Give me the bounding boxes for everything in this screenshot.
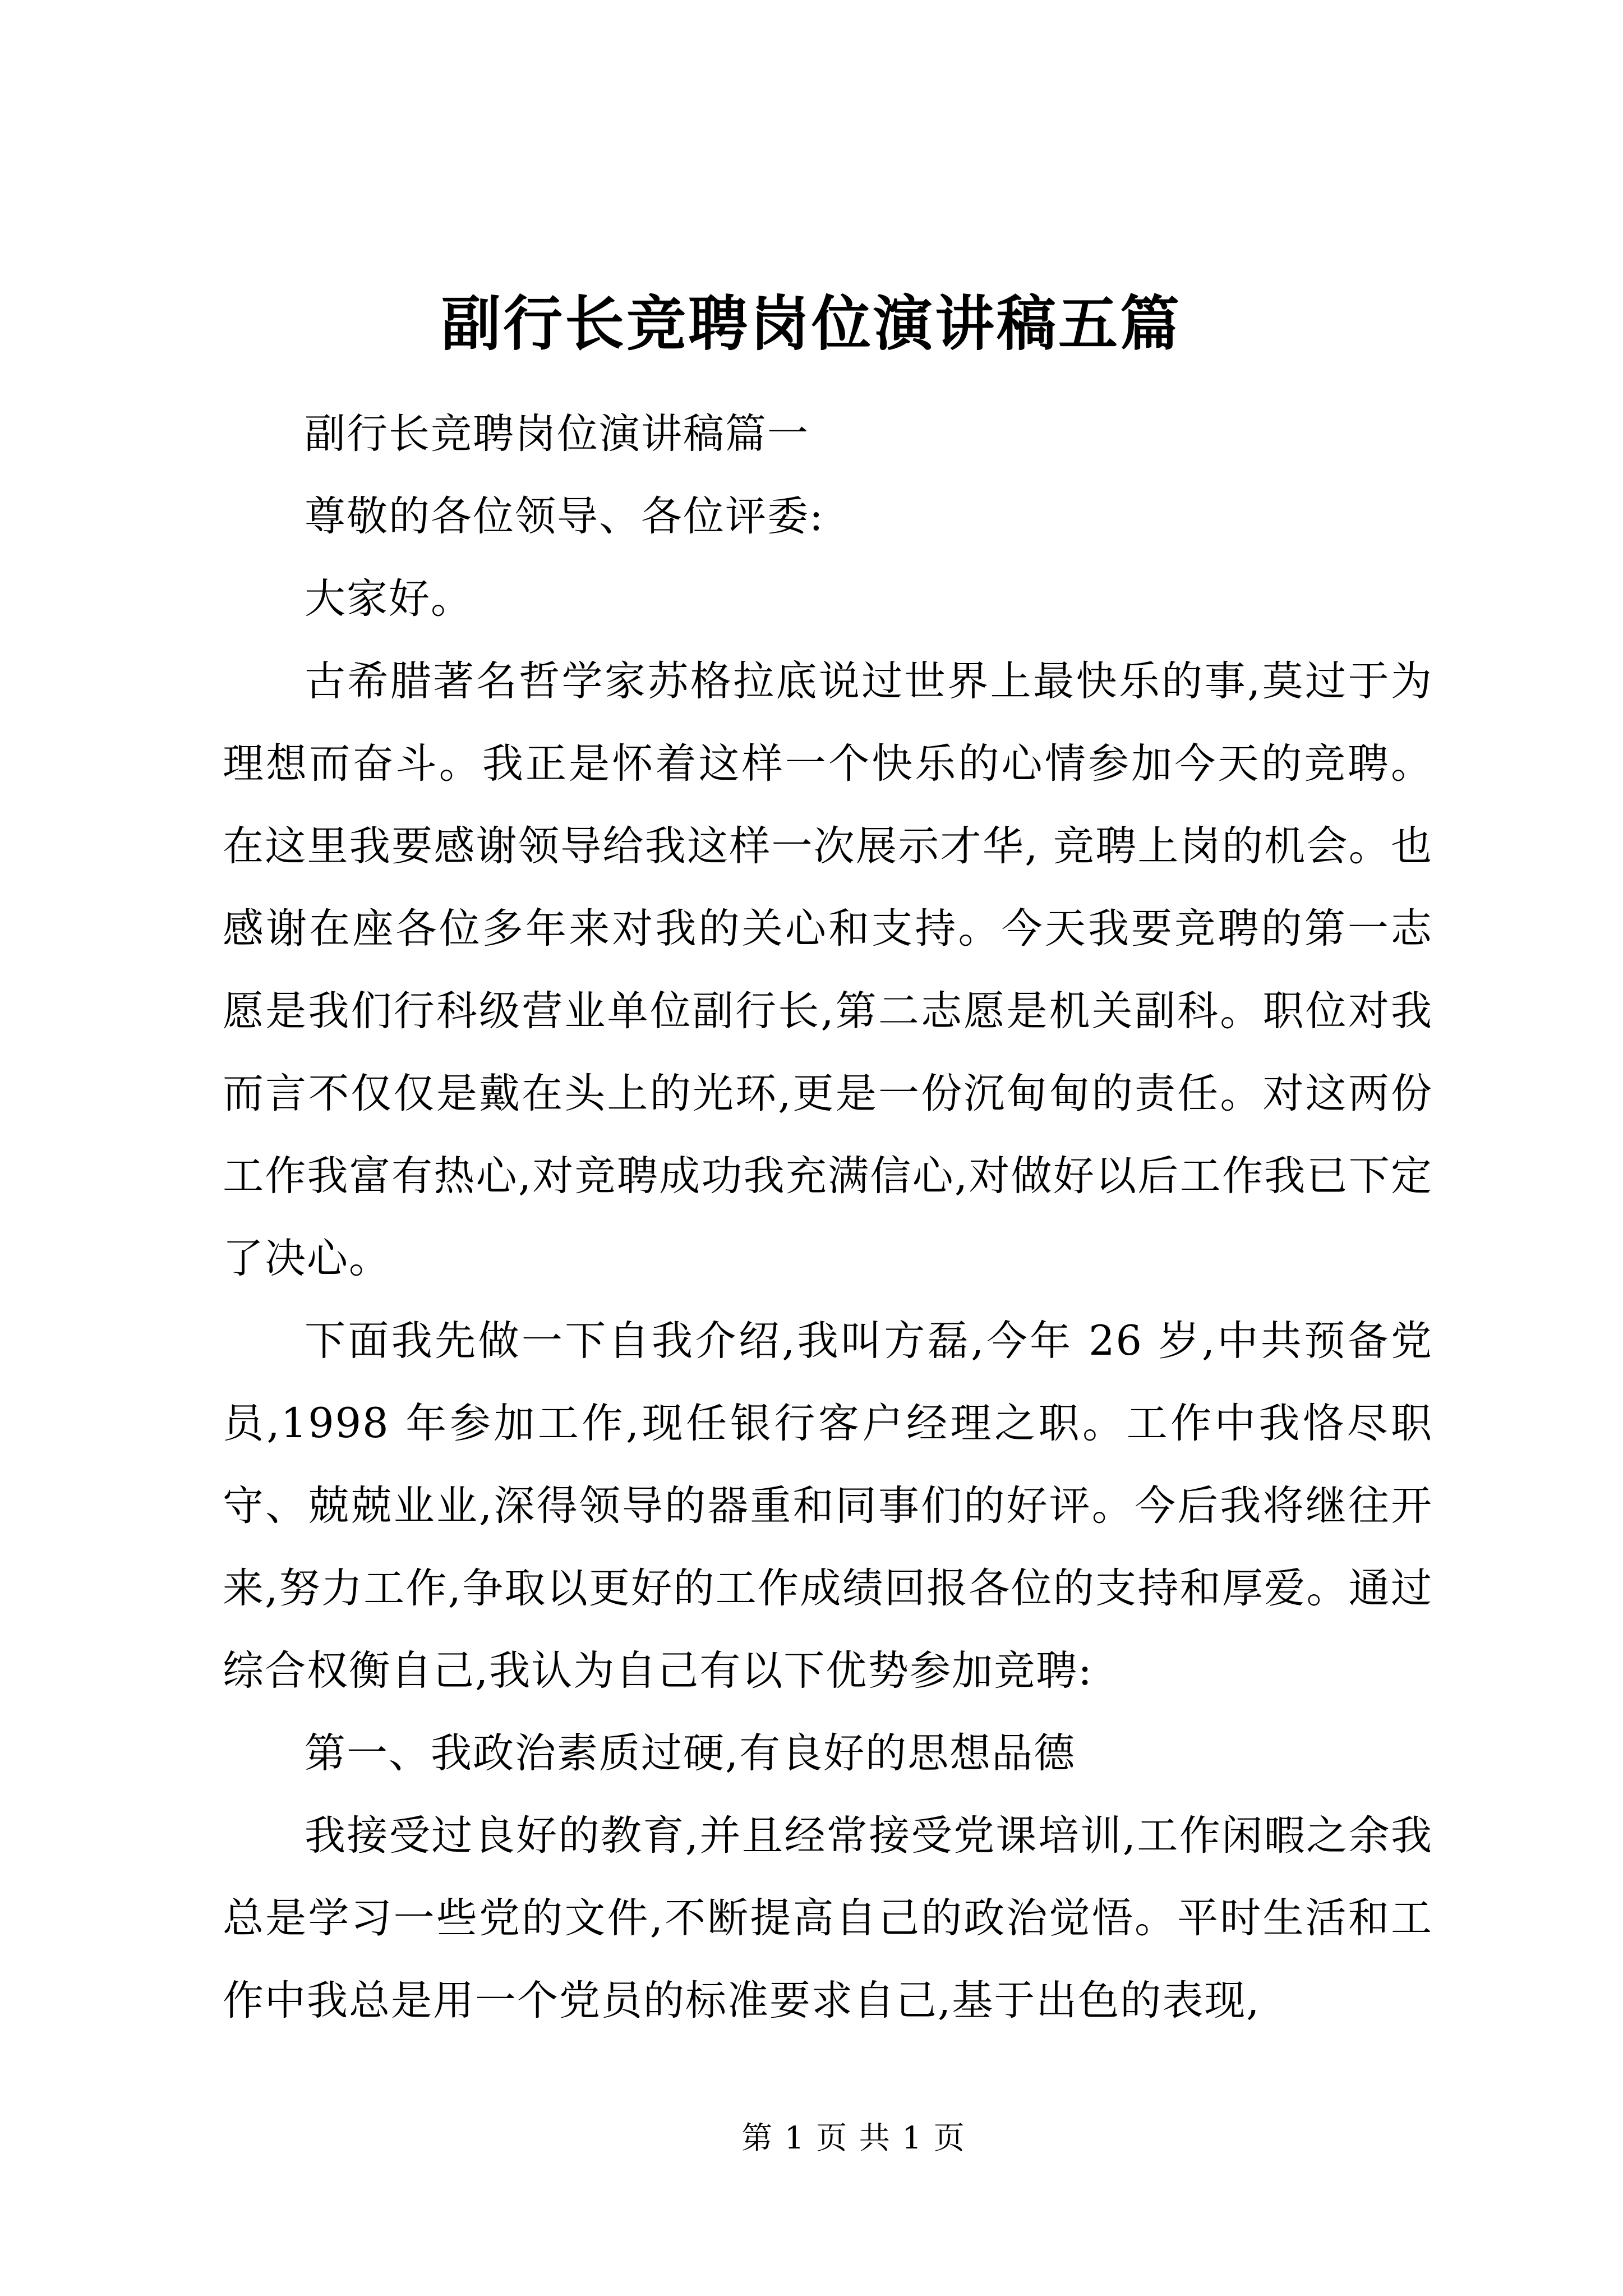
paragraph-advantage-detail: 我接受过良好的教育,并且经常接受党课培训,工作闲暇之余我总是学习一些党的文件,不断提高自己的政治觉悟。平时生活和工作中我总是用一个党员的标准要求自己,基于出色的表现, [223, 1812, 1433, 2024]
paragraph-self-introduction: 下面我先做一下自我介绍,我叫方磊,今年 26 岁,中共预备党员,1998 年参加工作,现任银行客户经理之职。工作中我恪尽职守、兢兢业业,深得领导的器重和同事们的好评。今后我将继往开来,努力工作,争取以更好的工作成绩回报各位的支持和厚爱。通过综合权衡自己,我认为自己有以下优势参加竞聘: [223, 1317, 1433, 1695]
paragraph-greeting: 大家好。 [305, 575, 473, 623]
paragraph-salutation: 尊敬的各位领导、各位评委: [305, 493, 824, 540]
paragraph-heading-part-one: 副行长竞聘岗位演讲稿篇一 [305, 410, 809, 458]
document-body [223, 393, 1433, 2042]
page-footer: 第 1 页 共 1 页 [741, 2120, 966, 2156]
document-title: 副行长竞聘岗位演讲稿五篇 [441, 288, 1182, 358]
paragraph-advantage-heading: 第一、我政治素质过硬,有良好的思想品德 [305, 1729, 1076, 1777]
paragraph-opening: 古希腊著名哲学家苏格拉底说过世界上最快乐的事,莫过于为理想而奋斗。我正是怀着这样一个快乐的心情参加今天的竞聘。在这里我要感谢领导给我这样一次展示才华, 竞聘上岗的机会。也感谢在座各位多年来对我的关心和支持。今天我要竞聘的第一志愿是我们行科级营业单位副行长,第二志愿是机关副科。职位对我而言不仅仅是戴在头上的光环,更是一份沉甸甸的责任。对这两份工作我富有热心,对竞聘成功我充满信心,对做好以后工作我已下定了决心。 [223, 657, 1433, 1282]
